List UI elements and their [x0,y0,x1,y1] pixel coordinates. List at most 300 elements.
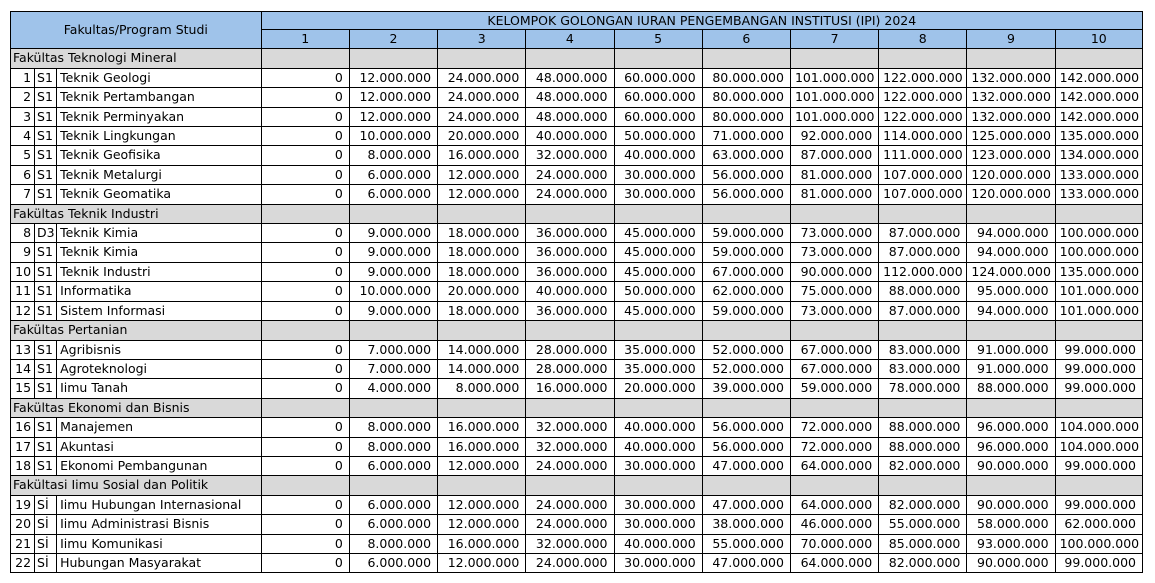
program-level: Sİ [35,534,57,553]
fee-value-cell: 99.000.000 [1055,553,1142,572]
row-number: 21 [11,534,35,553]
fee-value-cell: 94.000.000 [967,243,1055,262]
fee-value-cell: 8.000.000 [349,418,437,437]
faculty-name: Fakültas Ekonomi dan Bisnis [11,398,262,417]
faculty-row-blank-cell [1055,321,1142,340]
faculty-row-blank-cell [526,321,614,340]
row-number: 1 [11,68,35,87]
fee-value-cell: 112.000.000 [879,262,967,281]
fee-value-cell: 104.000.000 [1055,418,1142,437]
fee-value-cell: 36.000.000 [526,243,614,262]
fee-value-cell: 93.000.000 [967,534,1055,553]
program-level: Sİ [35,553,57,572]
fee-value-cell: 30.000.000 [614,185,702,204]
fee-value-cell: 142.000.000 [1055,88,1142,107]
program-name: Teknik Metalurgi [57,165,262,184]
row-number: 3 [11,107,35,126]
faculty-row-blank-cell [879,321,967,340]
fee-value-cell: 12.000.000 [349,107,437,126]
group-column-header: 2 [349,30,437,49]
faculty-row-blank-cell [349,476,437,495]
fee-value-cell: 0 [261,534,349,553]
fee-value-cell: 40.000.000 [526,282,614,301]
fee-value-cell: 0 [261,127,349,146]
row-number: 14 [11,359,35,378]
fee-value-cell: 24.000.000 [526,165,614,184]
row-number: 5 [11,146,35,165]
fee-value-cell: 88.000.000 [879,282,967,301]
fee-value-cell: 101.000.000 [790,88,878,107]
faculty-row-blank-cell [261,321,349,340]
fee-value-cell: 6.000.000 [349,185,437,204]
fee-value-cell: 91.000.000 [967,340,1055,359]
fee-value-cell: 88.000.000 [967,379,1055,398]
faculty-row [11,204,1143,223]
faculty-row-blank-cell [614,321,702,340]
fee-value-cell: 85.000.000 [879,534,967,553]
program-name: Teknik Geofisika [57,146,262,165]
fee-value-cell: 20.000.000 [614,379,702,398]
faculty-row-blank-cell [526,398,614,417]
fee-value-cell: 114.000.000 [879,127,967,146]
program-name: Sistem Informasi [57,301,262,320]
fee-value-cell: 36.000.000 [526,262,614,281]
fee-value-cell: 58.000.000 [967,515,1055,534]
table-row [11,534,1143,553]
fee-value-cell: 64.000.000 [790,495,878,514]
table-row [11,68,1143,87]
program-level: S1 [35,262,57,281]
fee-value-cell: 18.000.000 [438,224,526,243]
fee-value-cell: 135.000.000 [1055,262,1142,281]
fee-value-cell: 24.000.000 [438,88,526,107]
fee-value-cell: 24.000.000 [438,68,526,87]
fee-value-cell: 38.000.000 [702,515,790,534]
fee-value-cell: 0 [261,146,349,165]
table-row [11,379,1143,398]
fee-value-cell: 8.000.000 [349,437,437,456]
program-name: Teknik Geologi [57,68,262,87]
program-name: Ekonomi Pembangunan [57,456,262,475]
table-row [11,515,1143,534]
fee-value-cell: 35.000.000 [614,359,702,378]
fee-value-cell: 111.000.000 [879,146,967,165]
fee-value-cell: 45.000.000 [614,262,702,281]
fee-value-cell: 0 [261,456,349,475]
faculty-row-blank-cell [1055,49,1142,68]
table-row [11,127,1143,146]
fee-value-cell: 59.000.000 [702,224,790,243]
faculty-row-blank-cell [967,476,1055,495]
fee-value-cell: 134.000.000 [1055,146,1142,165]
fee-value-cell: 30.000.000 [614,515,702,534]
fee-value-cell: 56.000.000 [702,418,790,437]
fee-value-cell: 78.000.000 [879,379,967,398]
fee-value-cell: 90.000.000 [967,456,1055,475]
table-header [11,12,1143,49]
table-row [11,495,1143,514]
program-name: Teknik Perminyakan [57,107,262,126]
row-number: 18 [11,456,35,475]
fee-value-cell: 94.000.000 [967,301,1055,320]
fee-value-cell: 72.000.000 [790,437,878,456]
row-number: 12 [11,301,35,320]
fee-value-cell: 0 [261,379,349,398]
row-number: 20 [11,515,35,534]
fee-value-cell: 142.000.000 [1055,68,1142,87]
fee-value-cell: 73.000.000 [790,301,878,320]
fee-value-cell: 0 [261,340,349,359]
fee-value-cell: 99.000.000 [1055,340,1142,359]
row-number: 17 [11,437,35,456]
faculty-name: Fakültasi Iimu Sosial dan Politik [11,476,262,495]
fee-value-cell: 6.000.000 [349,515,437,534]
fee-value-cell: 40.000.000 [614,437,702,456]
fee-value-cell: 60.000.000 [614,88,702,107]
faculty-row-blank-cell [438,398,526,417]
fee-value-cell: 62.000.000 [1055,515,1142,534]
row-number: 16 [11,418,35,437]
fee-value-cell: 132.000.000 [967,107,1055,126]
program-name: Teknik Pertambangan [57,88,262,107]
faculty-row-blank-cell [261,398,349,417]
program-level: S1 [35,456,57,475]
program-name: Teknik Geomatika [57,185,262,204]
group-column-header: 8 [879,30,967,49]
row-number: 2 [11,88,35,107]
row-number: 8 [11,224,35,243]
fee-value-cell: 8.000.000 [438,379,526,398]
fee-value-cell: 0 [261,495,349,514]
faculty-row-blank-cell [261,476,349,495]
row-number: 6 [11,165,35,184]
table-row [11,553,1143,572]
faculty-row-blank-cell [702,204,790,223]
program-level: S1 [35,127,57,146]
program-level: S1 [35,146,57,165]
program-name: Teknik Kimia [57,243,262,262]
fee-value-cell: 55.000.000 [702,534,790,553]
fee-value-cell: 16.000.000 [438,146,526,165]
table-row [11,243,1143,262]
program-name: Manajemen [57,418,262,437]
fee-value-cell: 72.000.000 [790,418,878,437]
faculty-row-blank-cell [967,321,1055,340]
fee-value-cell: 12.000.000 [438,515,526,534]
fee-value-cell: 80.000.000 [702,88,790,107]
fee-value-cell: 9.000.000 [349,262,437,281]
program-level: S1 [35,68,57,87]
program-name: Agroteknologi [57,359,262,378]
fee-value-cell: 40.000.000 [526,127,614,146]
fee-value-cell: 16.000.000 [438,418,526,437]
program-name: Agribisnis [57,340,262,359]
faculty-row-blank-cell [790,204,878,223]
faculty-row-blank-cell [879,49,967,68]
fee-value-cell: 67.000.000 [790,340,878,359]
faculty-name: Fakültas Teknologi Mineral [11,49,262,68]
fee-value-cell: 95.000.000 [967,282,1055,301]
table-title: KELOMPOK GOLONGAN IURAN PENGEMBANGAN INSTITUSI (IPI) 2024 [261,12,1142,30]
faculty-row-blank-cell [526,476,614,495]
faculty-row-blank-cell [526,204,614,223]
fee-value-cell: 16.000.000 [438,534,526,553]
fee-value-cell: 40.000.000 [614,534,702,553]
fee-value-cell: 32.000.000 [526,146,614,165]
fee-value-cell: 0 [261,185,349,204]
row-number: 15 [11,379,35,398]
fee-value-cell: 45.000.000 [614,301,702,320]
fee-value-cell: 9.000.000 [349,224,437,243]
fee-value-cell: 10.000.000 [349,282,437,301]
fee-value-cell: 18.000.000 [438,262,526,281]
faculty-row-blank-cell [967,49,1055,68]
fee-value-cell: 56.000.000 [702,437,790,456]
fee-value-cell: 0 [261,165,349,184]
fee-value-cell: 32.000.000 [526,418,614,437]
faculty-row-blank-cell [790,398,878,417]
fee-value-cell: 122.000.000 [879,107,967,126]
faculty-row-blank-cell [967,398,1055,417]
fee-value-cell: 12.000.000 [349,88,437,107]
fee-value-cell: 4.000.000 [349,379,437,398]
fee-value-cell: 0 [261,437,349,456]
fee-value-cell: 101.000.000 [1055,301,1142,320]
fee-value-cell: 52.000.000 [702,359,790,378]
fee-value-cell: 12.000.000 [438,495,526,514]
fee-value-cell: 59.000.000 [702,243,790,262]
table-row [11,437,1143,456]
fee-value-cell: 60.000.000 [614,68,702,87]
fee-value-cell: 70.000.000 [790,534,878,553]
fee-value-cell: 50.000.000 [614,282,702,301]
faculty-row-blank-cell [349,398,437,417]
fee-value-cell: 6.000.000 [349,495,437,514]
faculty-row-blank-cell [879,204,967,223]
fee-value-cell: 47.000.000 [702,495,790,514]
fee-value-cell: 0 [261,262,349,281]
fee-value-cell: 24.000.000 [526,456,614,475]
fee-value-cell: 88.000.000 [879,418,967,437]
faculty-row-blank-cell [438,476,526,495]
fee-value-cell: 81.000.000 [790,185,878,204]
program-name: Teknik Kimia [57,224,262,243]
faculty-row-blank-cell [1055,476,1142,495]
program-name: Teknik Lingkungan [57,127,262,146]
fee-value-cell: 18.000.000 [438,243,526,262]
fee-value-cell: 24.000.000 [526,495,614,514]
table-row [11,88,1143,107]
faculty-row-blank-cell [349,321,437,340]
fee-value-cell: 40.000.000 [614,146,702,165]
fee-value-cell: 35.000.000 [614,340,702,359]
fee-value-cell: 63.000.000 [702,146,790,165]
fee-value-cell: 142.000.000 [1055,107,1142,126]
fee-value-cell: 12.000.000 [349,68,437,87]
program-name: Informatika [57,282,262,301]
row-number: 13 [11,340,35,359]
faculty-row [11,49,1143,68]
fee-value-cell: 47.000.000 [702,456,790,475]
fee-value-cell: 90.000.000 [967,495,1055,514]
fee-value-cell: 20.000.000 [438,127,526,146]
group-column-header: 10 [1055,30,1142,49]
fee-value-cell: 32.000.000 [526,534,614,553]
faculty-row-blank-cell [1055,398,1142,417]
group-column-header: 5 [614,30,702,49]
fee-value-cell: 101.000.000 [1055,282,1142,301]
row-number: 19 [11,495,35,514]
fee-value-cell: 107.000.000 [879,165,967,184]
row-number: 4 [11,127,35,146]
fee-value-cell: 135.000.000 [1055,127,1142,146]
program-level: S1 [35,107,57,126]
fee-value-cell: 12.000.000 [438,553,526,572]
fee-value-cell: 75.000.000 [790,282,878,301]
group-column-header: 1 [261,30,349,49]
fee-value-cell: 104.000.000 [1055,437,1142,456]
program-name: Iimu Komunikasi [57,534,262,553]
group-column-header: 7 [790,30,878,49]
fee-value-cell: 12.000.000 [438,456,526,475]
table-row [11,359,1143,378]
fee-value-cell: 122.000.000 [879,88,967,107]
fee-value-cell: 0 [261,68,349,87]
fee-value-cell: 64.000.000 [790,553,878,572]
faculty-row-blank-cell [702,321,790,340]
group-column-header: 3 [438,30,526,49]
faculty-row-blank-cell [349,49,437,68]
fee-value-cell: 96.000.000 [967,437,1055,456]
faculty-row-blank-cell [349,204,437,223]
fee-value-cell: 133.000.000 [1055,185,1142,204]
fee-value-cell: 55.000.000 [879,515,967,534]
fee-value-cell: 125.000.000 [967,127,1055,146]
fee-value-cell: 24.000.000 [526,553,614,572]
faculty-row-blank-cell [614,204,702,223]
fee-value-cell: 87.000.000 [879,243,967,262]
fee-value-cell: 45.000.000 [614,224,702,243]
program-level: S1 [35,379,57,398]
fee-value-cell: 83.000.000 [879,340,967,359]
table-row [11,456,1143,475]
fee-value-cell: 48.000.000 [526,68,614,87]
fee-value-cell: 8.000.000 [349,534,437,553]
fee-value-cell: 20.000.000 [438,282,526,301]
faculty-name: Fakültas Teknik Industri [11,204,262,223]
table-row [11,301,1143,320]
faculty-row-blank-cell [790,476,878,495]
faculty-row-blank-cell [790,321,878,340]
program-level: S1 [35,282,57,301]
program-level: S1 [35,437,57,456]
ipi-table [10,11,1143,573]
fee-value-cell: 56.000.000 [702,165,790,184]
faculty-row-blank-cell [702,476,790,495]
program-level: S1 [35,88,57,107]
fee-value-cell: 101.000.000 [790,68,878,87]
fee-value-cell: 82.000.000 [879,456,967,475]
table-row [11,185,1143,204]
fee-value-cell: 0 [261,107,349,126]
fee-value-cell: 0 [261,224,349,243]
fee-value-cell: 16.000.000 [526,379,614,398]
fee-value-cell: 39.000.000 [702,379,790,398]
group-column-header: 4 [526,30,614,49]
fee-value-cell: 132.000.000 [967,88,1055,107]
program-level: S1 [35,185,57,204]
faculty-row-blank-cell [438,321,526,340]
table-row [11,107,1143,126]
table-row [11,418,1143,437]
faculty-name: Fakültas Pertanian [11,321,262,340]
fee-value-cell: 80.000.000 [702,107,790,126]
program-name: Iimu Tanah [57,379,262,398]
program-level: D3 [35,224,57,243]
fee-value-cell: 14.000.000 [438,340,526,359]
fee-value-cell: 0 [261,88,349,107]
fee-value-cell: 7.000.000 [349,359,437,378]
fee-value-cell: 16.000.000 [438,437,526,456]
row-number: 11 [11,282,35,301]
program-name: Hubungan Masyarakat [57,553,262,572]
fee-value-cell: 0 [261,515,349,534]
fee-value-cell: 30.000.000 [614,553,702,572]
fee-value-cell: 32.000.000 [526,437,614,456]
fee-value-cell: 67.000.000 [702,262,790,281]
row-number: 7 [11,185,35,204]
fee-value-cell: 120.000.000 [967,185,1055,204]
faculty-row [11,398,1143,417]
fee-value-cell: 18.000.000 [438,301,526,320]
fee-value-cell: 36.000.000 [526,301,614,320]
fee-value-cell: 14.000.000 [438,359,526,378]
fee-value-cell: 99.000.000 [1055,456,1142,475]
fee-value-cell: 50.000.000 [614,127,702,146]
fee-value-cell: 52.000.000 [702,340,790,359]
fee-value-cell: 92.000.000 [790,127,878,146]
program-level: S1 [35,243,57,262]
fee-value-cell: 28.000.000 [526,359,614,378]
faculty-row-blank-cell [614,398,702,417]
faculty-row-blank-cell [702,398,790,417]
faculty-row-blank-cell [967,204,1055,223]
fee-value-cell: 48.000.000 [526,107,614,126]
faculty-row-blank-cell [438,204,526,223]
faculty-row-blank-cell [614,49,702,68]
program-column-header: Fakultas/Program Studi [11,12,262,49]
fee-value-cell: 122.000.000 [879,68,967,87]
fee-value-cell: 56.000.000 [702,185,790,204]
group-column-header: 6 [702,30,790,49]
faculty-row-blank-cell [614,476,702,495]
fee-value-cell: 47.000.000 [702,553,790,572]
program-level: S1 [35,301,57,320]
fee-value-cell: 59.000.000 [702,301,790,320]
fee-value-cell: 96.000.000 [967,418,1055,437]
fee-value-cell: 60.000.000 [614,107,702,126]
program-name: Iimu Hubungan Internasional [57,495,262,514]
program-level: S1 [35,340,57,359]
fee-value-cell: 6.000.000 [349,456,437,475]
fee-value-cell: 7.000.000 [349,340,437,359]
fee-value-cell: 124.000.000 [967,262,1055,281]
table-row [11,282,1143,301]
program-level: Sİ [35,495,57,514]
fee-value-cell: 0 [261,359,349,378]
fee-value-cell: 82.000.000 [879,553,967,572]
fee-value-cell: 48.000.000 [526,88,614,107]
